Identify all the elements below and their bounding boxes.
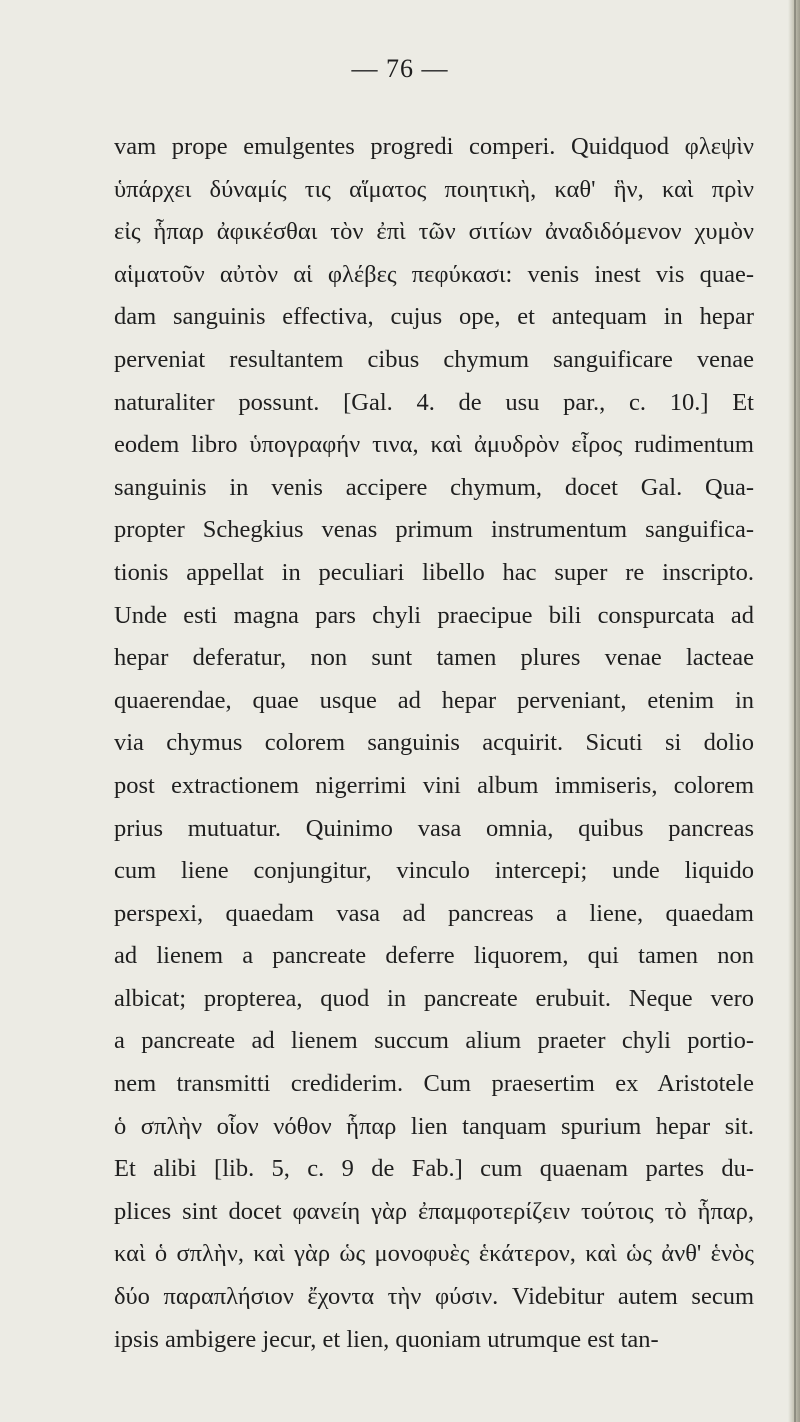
- text-line: Et alibi [lib. 5, c. 9 de Fab.] cum quaenam partes du-: [114, 1155, 754, 1183]
- text-line: post extractionem nigerrimi vini album immiseris, colorem: [114, 771, 754, 799]
- text-line: sanguinis in venis accipere chymum, docet Gal. Qua-: [114, 473, 754, 501]
- text-line: ipsis ambigere jecur, et lien, quoniam utrumque est tan-: [114, 1325, 659, 1353]
- text-line: a pancreate ad lienem succum alium praeter chyli portio-: [114, 1027, 754, 1055]
- text-line: quaerendae, quae usque ad hepar perveniant, etenim in: [114, 686, 754, 714]
- text-line: plices sint docet φανείη γὰρ ἐπαμφοτερίζειν τούτοις τὸ ἧπαρ,: [114, 1197, 754, 1225]
- text-line: αἱματοῦν αὐτὸν αἱ φλέβες πεφύκασι: venis inest vis quae-: [114, 260, 754, 288]
- text-line: εἰς ἧπαρ ἀφικέσθαι τὸν ἐπὶ τῶν σιτίων ἀναδιδόμενον χυμὸν: [114, 218, 754, 246]
- text-line: perspexi, quaedam vasa ad pancreas a liene, quaedam: [114, 899, 754, 927]
- text-line: nem transmitti crediderim. Cum praesertim ex Aristotele: [114, 1070, 754, 1098]
- text-line: hepar deferatur, non sunt tamen plures venae lacteae: [114, 644, 754, 672]
- text-line: vam prope emulgentes progredi comperi. Quidquod φλεψὶν: [114, 133, 754, 160]
- text-line: dam sanguinis effectiva, cujus ope, et antequam in hepar: [114, 303, 754, 331]
- text-line: prius mutuatur. Quinimo vasa omnia, quibus pancreas: [114, 814, 754, 842]
- text-line: ὑπάρχει δύναμίς τις αἵματος ποιητικὴ, καθ' ἣν, καὶ πρὶν: [114, 175, 754, 203]
- text-line: naturaliter possunt. [Gal. 4. de usu par., c. 10.] Et: [114, 388, 754, 416]
- text-line: via chymus colorem sanguinis acquirit. Sicuti si dolio: [114, 729, 754, 757]
- text-line: ad lienem a pancreate deferre liquorem, qui tamen non: [114, 942, 754, 970]
- text-line: eodem libro ὑπογραφήν τινα, καὶ ἀμυδρὸν εἶρος rudimentum: [114, 431, 754, 459]
- body-text: [114, 126, 754, 1361]
- text-line: Unde esti magna pars chyli praecipue bili conspurcata ad: [114, 601, 754, 629]
- text-line: propter Schegkius venas primum instrumentum sanguifica-: [114, 516, 754, 544]
- text-line: tionis appellat in peculiari libello hac super re inscripto.: [114, 558, 754, 586]
- text-line: albicat; propterea, quod in pancreate erubuit. Neque vero: [114, 984, 754, 1012]
- text-line: ὁ σπλὴν οἷον νόθον ἧπαρ lien tanquam spurium hepar sit.: [114, 1112, 754, 1140]
- text-line: δύο παραπλήσιον ἔχοντα τὴν φύσιν. Videbitur autem secum: [114, 1283, 754, 1311]
- text-line: καὶ ὁ σπλὴν, καὶ γὰρ ὡς μονοφυὲς ἑκάτερον, καὶ ὡς ἀνθ' ἑνὸς: [114, 1240, 754, 1268]
- text-line: cum liene conjungitur, vinculo intercepi; unde liquido: [114, 857, 754, 885]
- text-line: perveniat resultantem cibus chymum sanguificare venae: [114, 345, 754, 373]
- page-number: — 76 —: [351, 54, 449, 83]
- page-edge-line: [794, 0, 796, 1422]
